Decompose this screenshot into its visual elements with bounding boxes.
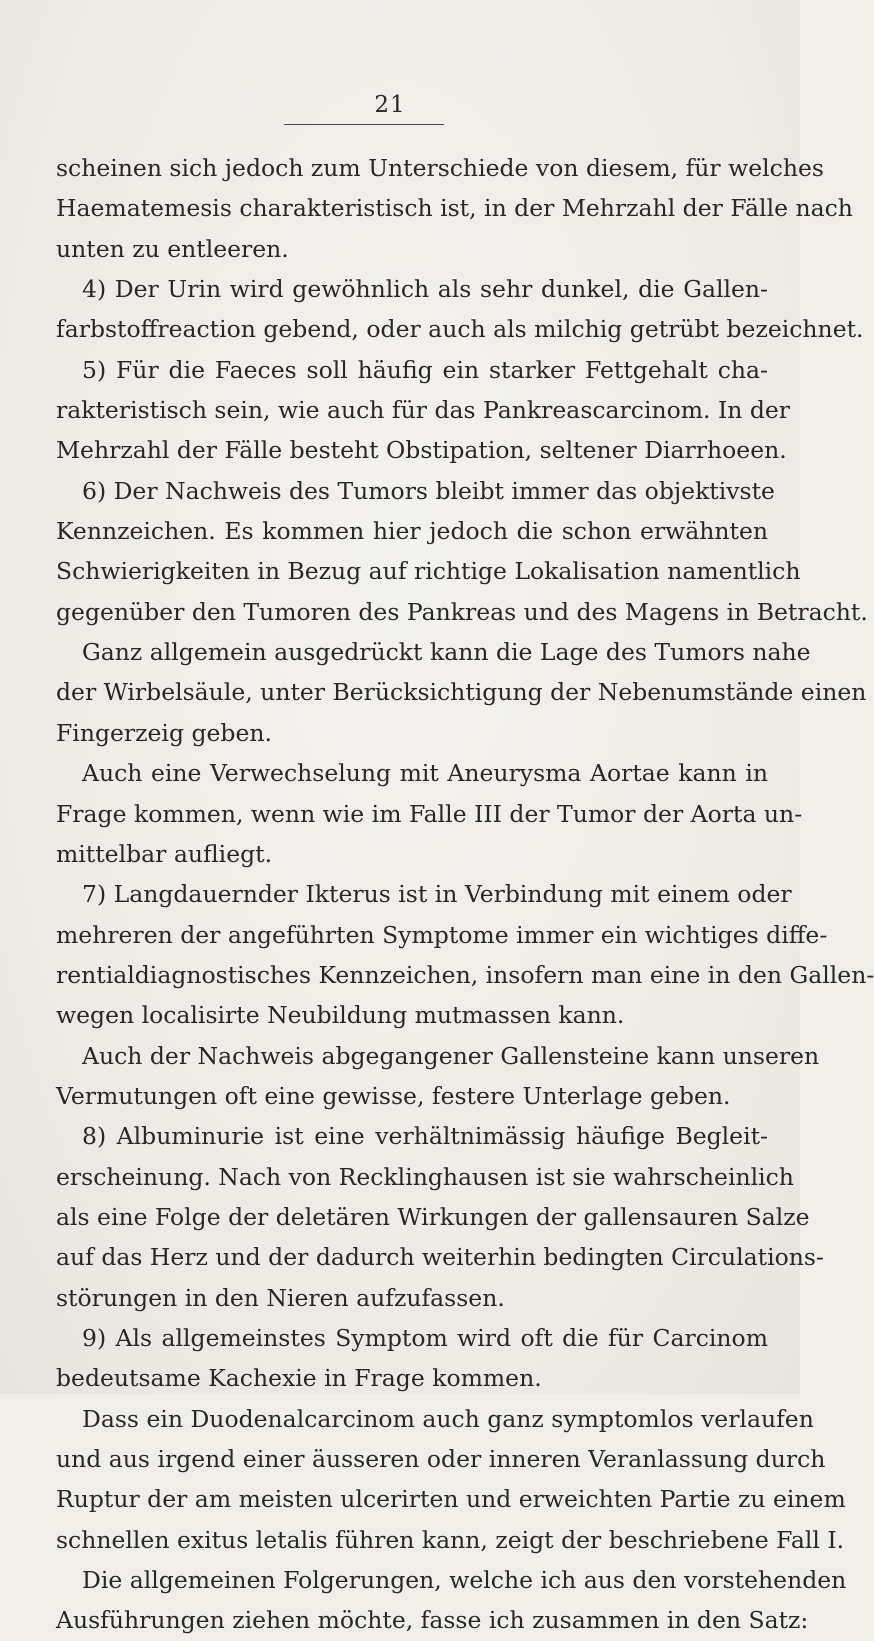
text-line: 5) Für die Faeces soll häufig ein starker Fettgehalt cha- — [82, 355, 768, 384]
text-line: Ganz allgemein ausgedrückt kann die Lage des Tumors nahe — [82, 638, 811, 667]
text-line: Kennzeichen. Es kommen hier jedoch die schon erwähnten — [56, 517, 768, 546]
text-line: Ruptur der am meisten ulcerirten und erweichten Partie zu einem — [56, 1485, 846, 1514]
text-line: Fingerzeig geben. — [56, 718, 272, 747]
text-line: Frage kommen, wenn wie im Falle III der Tumor der Aorta un- — [56, 799, 803, 828]
page-number: 21 — [374, 92, 406, 118]
text-line: als eine Folge der deletären Wirkungen der gallensauren Salze — [56, 1202, 810, 1231]
text-line: Auch eine Verwechselung mit Aneurysma Aortae kann in — [82, 759, 768, 788]
text-line: und aus irgend einer äusseren oder inneren Veranlassung durch — [56, 1445, 826, 1473]
text-line: der Wirbelsäule, unter Berücksichtigung der Nebenumstände einen — [56, 678, 867, 707]
text-line: mehreren der angeführten Symptome immer ein wichtiges diffe- — [56, 920, 828, 949]
text-line: Auch der Nachweis abgegangener Gallensteine kann unseren — [82, 1041, 820, 1070]
text-line: 8) Albuminurie ist eine verhältnimässig häufige Begleit- — [82, 1122, 768, 1151]
text-line: wegen localisirte Neubildung mutmassen kann. — [56, 1001, 625, 1030]
text-line: Mehrzahl der Fälle besteht Obstipation, seltener Diarrhoeen. — [56, 436, 787, 465]
page-number-rule — [284, 124, 444, 125]
text-line: schnellen exitus letalis führen kann, zeigt der beschriebene Fall I. — [56, 1525, 845, 1554]
text-line: scheinen sich jedoch zum Unterschiede von diesem, für welches — [56, 154, 824, 182]
text-line: auf das Herz und der dadurch weiterhin bedingten Circulations- — [56, 1243, 824, 1272]
text-line: 9) Als allgemeinstes Symptom wird oft die für Carcinom — [82, 1323, 768, 1352]
text-line: 4) Der Urin wird gewöhnlich als sehr dunkel, die Gallen- — [82, 275, 768, 304]
body-text — [56, 148, 874, 1641]
text-line: 7) Langdauernder Ikterus ist in Verbindung mit einem oder — [82, 880, 792, 909]
text-line: Die allgemeinen Folgerungen, welche ich aus den vorstehenden — [82, 1566, 847, 1595]
text-line: rentialdiagnostisches Kennzeichen, insofern man eine in den Gallen- — [56, 960, 874, 989]
text-line: Schwierigkeiten in Bezug auf richtige Lokalisation namentlich — [56, 557, 801, 586]
text-line: unten zu entleeren. — [56, 234, 289, 263]
text-line: Vermutungen oft eine gewisse, festere Unterlage geben. — [56, 1081, 731, 1110]
text-line: Dass ein Duodenalcarcinom auch ganz symptomlos verlaufen — [82, 1404, 814, 1433]
text-line: gegenüber den Tumoren des Pankreas und des Magens in Betracht. — [56, 597, 868, 626]
text-line: 6) Der Nachweis des Tumors bleibt immer das objektivste — [82, 476, 775, 505]
text-line: rakteristisch sein, wie auch für das Pankreascarcinom. In der — [56, 396, 791, 425]
text-line: störungen in den Nieren aufzufassen. — [56, 1283, 505, 1312]
text-line: Haematemesis charakteristisch ist, in der Mehrzahl der Fälle nach — [56, 194, 853, 223]
text-line: bedeutsame Kachexie in Frage kommen. — [56, 1364, 542, 1393]
text-line: erscheinung. Nach von Recklinghausen ist sie wahrscheinlich — [56, 1162, 794, 1191]
text-line: farbstoffreaction gebend, oder auch als milchig getrübt bezeichnet. — [56, 315, 864, 344]
text-line: Ausführungen ziehen möchte, fasse ich zusammen in den Satz: — [56, 1606, 809, 1635]
text-line: mittelbar aufliegt. — [56, 839, 273, 868]
